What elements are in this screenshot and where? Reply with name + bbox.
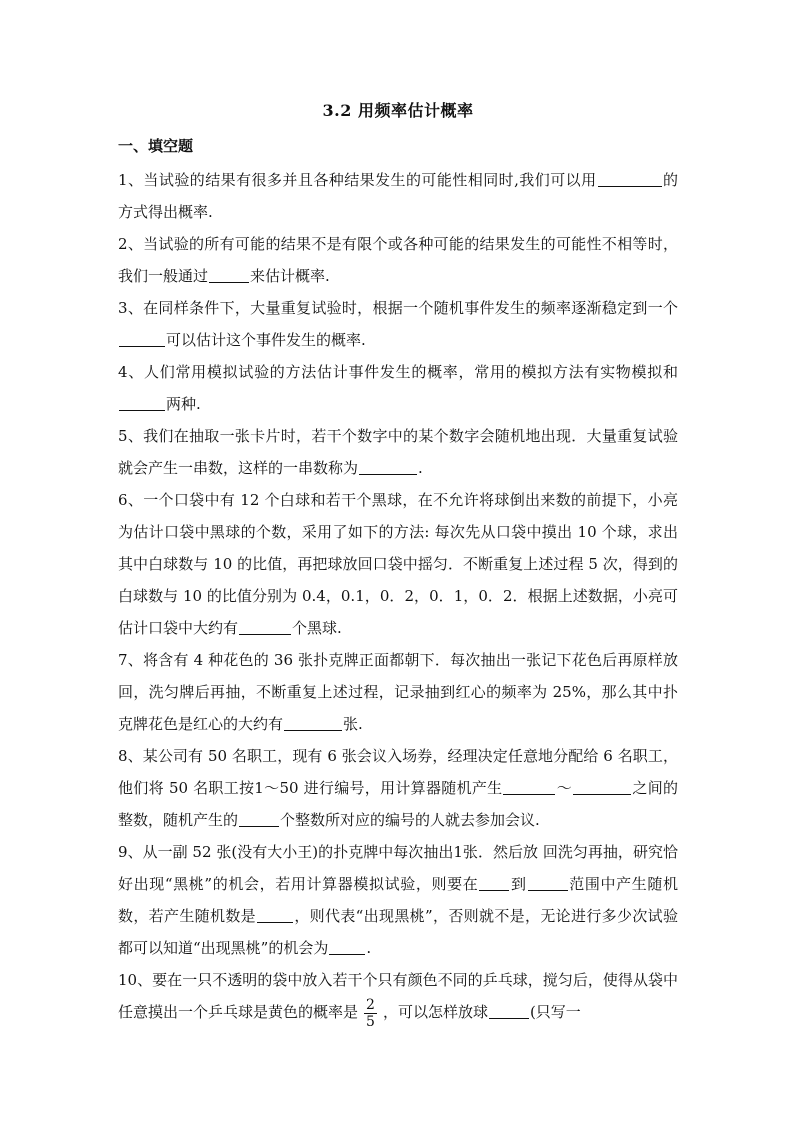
question-4: 4、人们常用模拟试验的方法估计事件发生的概率，常用的模拟方法有实物模拟和两种.: [118, 363, 678, 413]
worksheet: [118, 98, 678, 1030]
answer-blank[interactable]: [257, 904, 293, 923]
answer-blank[interactable]: [209, 264, 249, 283]
answer-blank[interactable]: [528, 872, 568, 891]
answer-blank[interactable]: [573, 776, 631, 795]
question-3: 3、在同样条件下，大量重复试验时，根据一个随机事件发生的频率逐渐稳定到一个可以估计这个事件发生的概率.: [118, 299, 678, 349]
fraction-numerator: 2: [366, 996, 375, 1013]
answer-blank[interactable]: [489, 1000, 529, 1019]
question-6: 6、一个口袋中有 12 个白球和若干个黑球，在不允许将球倒出来数的前提下，小亮为估计口袋中黑球的个数，采用了如下的方法: 每次先从口袋中摸出 10 个球，求出其中白球数与 10 的比值，再把球放回口袋中摇匀．不断重复上述过程 5 次，得到的白球数与 10 的比值分别为 0.4，0.1，0．2，0．1，0．2．根据上述数据，小亮可估计口袋中大约有 个黑球.: [118, 491, 678, 637]
question-1: 1、当试验的结果有很多并且各种结果发生的可能性相同时,我们可以用 的方式得出概率.: [118, 164, 678, 228]
answer-blank[interactable]: [359, 456, 417, 475]
question-5: 5、我们在抽取一张卡片时，若干个数字中的某个数字会随机地出现．大量重复试验就会产生一串数，这样的一串数称为 .: [118, 427, 678, 477]
fraction-denominator: 5: [366, 1013, 375, 1030]
answer-blank[interactable]: [239, 616, 291, 635]
question-8: 8、某公司有 50 名职工，现有 6 张会议入场券，经理决定任意地分配给 6 名职工，他们将 50 名职工按1～50 进行编号，用计算器随机产生 ～ 之间的整数，随机产生的 个整数所对应的编号的人就去参加会议.: [118, 747, 678, 829]
question-9: 9、从一副 52 张(没有大小王)的扑克牌中每次抽出1张．然后放 回洗匀再抽，研究恰好出现“黑桃”的机会，若用计算器模拟试验，则要在 到 范围中产生随机数，若产生随机数是 ，则代表“出现黑桃”，否则就不是，无论进行多少次试验都可以知道“出现黑桃”的机会为 .: [118, 843, 678, 957]
answer-blank[interactable]: [479, 872, 509, 891]
question-7: 7、将含有 4 种花色的 36 张扑克牌正面都朝下．每次抽出一张记下花色后再原样放回，洗匀牌后再抽，不断重复上述过程，记录抽到红心的频率为 25%，那么其中扑克牌花色是红心的大约有 张.: [118, 651, 678, 733]
answer-blank[interactable]: [119, 328, 165, 347]
question-10: 10、要在一只不透明的袋中放入若干个只有颜色不同的乒乓球，搅匀后，使得从袋中任意摸出一个乒乓球是黄色的概率是 $\frac{2}{5}$ ，可以怎样放球 (只写一: [118, 971, 678, 1030]
answer-blank[interactable]: [284, 712, 342, 731]
answer-blank[interactable]: [503, 776, 555, 795]
section-heading: 一、填空题: [118, 137, 194, 155]
question-2: 2、当试验的所有可能的结果不是有限个或各种可能的结果发生的可能性不相等时，我们一般通过 来估计概率.: [118, 235, 678, 285]
answer-blank[interactable]: [119, 392, 165, 411]
page-title: 3.2 用频率估计概率: [322, 101, 474, 120]
answer-blank[interactable]: [329, 936, 365, 955]
fraction: [364, 997, 377, 1030]
answer-blank[interactable]: [598, 168, 662, 187]
answer-blank[interactable]: [239, 808, 279, 827]
